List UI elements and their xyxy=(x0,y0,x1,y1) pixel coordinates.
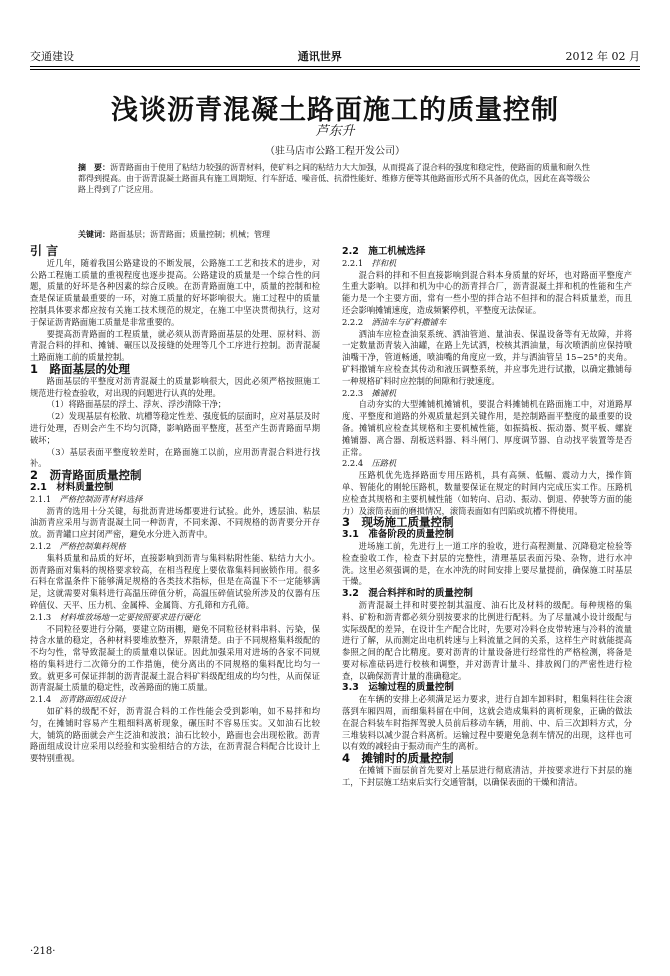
subsubsection-title: 洒油车与矿料撒铺车 xyxy=(371,316,447,327)
paragraph: 在摊铺下面层前首先要对上基层进行彻底清洁，并按要求进行下封层的施工，下封层施工结束后实行交通管制，以确保表面的干燥和清洁。 xyxy=(342,765,632,787)
paragraph: 混合料的拌和不但直接影响到混合料本身质量的好坏，也对路面平整度产生重大影响。以拌和机为中心的沥青拌合厂，沥青混凝土拌和机的性能和生产能力是一个主要方面，常有一些小型的拌合站不但拌和的混合料质量差，而且还会影响摊铺速度，造成频繁停机，平整度无法保证。 xyxy=(342,269,632,315)
paragraph: 自动夯实的大型摊铺机摊铺机，要混合料摊铺机在路面施工中，对道路厚度、平整度和道路的外观质量起到关键作用，是控制路面平整度的最重要的设备。摊铺机应检查其规格和主要机械性能，如振捣板、振动器、熨平板、螺旋摊铺器、离合器、刮板送料器、料斗闸门、厚度调节器、自动找平装置等是否正常。 xyxy=(342,399,632,457)
section-heading: 3 现场施工质量控制 xyxy=(342,515,454,530)
subsubsection-heading xyxy=(30,612,320,624)
paragraph: 近几年，随着我国公路建设的不断发展，公路施工工艺和技术的进步，对公路工程施工质量的重视程度也逐步提高。公路建设的质量是一个综合性的问题，质量的好坏是各种因素的综合反映。在沥青路面施工中，质量的控制和检查是保证质量最重要的一环，对施工质量的好坏影响很大。施工过程中的质量控制具体要求都应按有关施工技术规范的规定，在施工中坚决贯彻执行，这对于保证沥青路面施工质量是非常重要的。 xyxy=(30,257,320,327)
keywords-text: 路面基层；沥青路面；质量控制；机械；管理 xyxy=(110,230,270,239)
subsubsection-heading xyxy=(30,541,320,553)
header-rule-thin xyxy=(30,69,640,70)
subsubsection-title: 沥青路面组成设计 xyxy=(59,694,126,705)
section-heading: 1 路面基层的处理 xyxy=(30,361,131,376)
header-rule xyxy=(30,66,640,67)
paragraph: 路面基层的平整度对沥青混凝土的质量影响很大，因此必须严格按照施工规范进行检查验收，对出现的问题进行认真的处理。 xyxy=(30,375,320,398)
subsubsection-number: 2.1.1 xyxy=(30,493,52,504)
left-column xyxy=(30,246,320,765)
journal-name: 通讯世界 xyxy=(297,50,342,63)
paragraph: （1）将路面基层的浮土、浮灰、浮沙清除干净； xyxy=(46,399,227,410)
subsubsection-heading xyxy=(30,494,320,506)
abstract xyxy=(78,162,592,195)
paragraph: 压路机优先选择路面专用压路机，具有高频、低幅、震动力大，操作简单、智能化的刚轮压路机，数量要保证在规定的时间内完成压实工作。压路机应检查其规格和主要机械性能（如转向、启动、振动、倒退、停驶等方面的能力）及滚筒表面的磨损情况，滚筒表面如有凹陷或坑槽不得使用。 xyxy=(342,470,632,516)
subsubsection-title: 压路机 xyxy=(371,458,397,469)
keywords xyxy=(78,229,592,240)
abstract-label: 摘 要： xyxy=(78,162,110,172)
right-column xyxy=(342,246,632,789)
subsubsection-number: 2.1.2 xyxy=(30,540,52,551)
subsubsection-heading xyxy=(30,694,320,706)
journal-section: 交通建设 xyxy=(30,50,74,63)
article-title: 浅谈沥青混凝土路面施工的质量控制 xyxy=(111,95,559,126)
paragraph: 沥青的选用十分关键，每批沥青进场都要进行试验。此外，透层油、粘层油沥青应采用与沥青混凝土同一种沥青，不同来源、不同规格的沥青要分开存放。沥青罐口应封闭严密，避免水分进入沥青中。 xyxy=(30,505,320,540)
section-heading: 4 摊铺时的质量控制 xyxy=(342,751,454,766)
paragraph: 集料质量和品质的好坏，直接影响到沥青与集料粘附性能、粘结力大小。沥青路面对集料的规格要求较高，在相当程度上要依靠集料间嵌锁作用。很多石料在常温条件下能够满足规格的各类技术指标，但是在高温下不一定能够满足，这就需要对集料进行高温压碎值分析，高温压碎值试验所涉及的仪器有压碎值仪、天平、压力机、金属棒、金属筒、方孔筛和方孔筛。 xyxy=(30,552,320,610)
subsection-heading: 2.2 施工机械选择 xyxy=(342,246,426,257)
section-heading: 引 言 xyxy=(30,244,59,258)
subsubsection-title: 拌和机 xyxy=(371,257,397,268)
subsubsection-number: 2.2.4 xyxy=(342,458,364,469)
subsubsection-number: 2.2.1 xyxy=(342,257,364,268)
paragraph: （2）发现基层有松散、坑槽等稳定性差、强度低的层面时，应对基层及时进行处理，否则会产生不均匀沉降，影响路面平整度，甚至产生沥青路面早期破坏； xyxy=(30,411,320,445)
subsubsection-heading xyxy=(342,317,632,329)
abstract-text: 沥青路面由于使用了粘结力较强的沥青材料，使矿料之间的粘结力大大加强，从而提高了混合料的强度和稳定性，使路面的质量和耐久性都得到提高。由于沥青混凝土路面具有施工周期短、行车舒适、噪音低、抗滑性能好、维修方便等其他路面形式所不具备的优点，因此在高等级公路上得到了广泛应用。 xyxy=(78,163,590,194)
subsubsection-heading xyxy=(342,388,632,400)
paragraph: 要提高沥青路面的工程质量，就必须从沥青路面基层的处理、原材料、沥青混合料的拌和、摊铺、碾压以及接缝的处理等几个工序进行控制。沥青混凝土路面施工前的质量控制。 xyxy=(30,328,320,363)
subsubsection-title: 严格控制集料规格 xyxy=(59,540,126,551)
subsubsection-number: 2.1.4 xyxy=(30,694,52,705)
running-header xyxy=(30,48,640,64)
paragraph: 沥青混凝土拌和时要控制其温度、油石比及材料的级配。每种规格的集料、矿粉和沥青都必须分别按要求的比例进行配料。为了尽量减小设计级配与实际级配的差异，在设计生产配合比时，先要对冷料仓皮带转速与冷料的流量进行了解，从而测定出电机转速与上料流量之间的关系，这样生产时就能提高参照之间的配合比精度。要对沥青的计量设备进行经常性的严格检测，将备是要对标准砝码进行校核和调整，并对沥青计量斗、排放阀门的严密性进行检查，以确保沥青计量的准确稳定。 xyxy=(342,599,632,681)
subsubsection-heading xyxy=(342,258,632,270)
paragraph: 在车辆的安排上必须满足运力要求，进行自卸车卸料时，粗集料往往会滚落到车厢四周，而细集料留在中间，这就会造成集料的离析现象，正确的做法在混合料装车时指挥驾驶人员前后移动车辆，用前、中、后三次卸料方式，分三堆装料以减少混合料离析。运输过程中要避免急刹车情况的出现，这样也可以有效的减轻由于振动而产生的离析。 xyxy=(342,694,632,752)
paragraph: 进场施工前，先进行上一道工序的验收，进行高程测量、沉降稳定检验等检查验收工作，检查下封层的完整性，清理基层表面污染、杂物，进行水冲洗。这里必须强调的是，在水冲洗的时间安排上要尽量提前，确保施工时基层干燥。 xyxy=(342,540,632,587)
subsubsection-number: 2.2.3 xyxy=(342,387,364,398)
subsubsection-title: 严格控制沥青材料选择 xyxy=(59,493,143,504)
subsubsection-title: 摊铺机 xyxy=(371,387,397,398)
paragraph: 不同粒径要进行分隔，要建立防雨棚，避免不同粒径材料串料、污染，保持含水量的稳定，各种材料要堆放整齐，界限清楚。由于不同规格集料级配的不均匀性，常导致混凝土的质量难以保证。因此加强采用对进场的各家不同规格的集料进行二次筛分的工作措施，使分离出的不同规格的集料配比均匀一致。就更多可保证拌制的沥青混凝土混合料矿料级配组成的均匀性，从而保证沥青混凝土质量的稳定性，改善路面的施工质量。 xyxy=(30,623,320,693)
subsubsection-number: 2.2.2 xyxy=(342,316,364,327)
subsubsection-heading xyxy=(342,458,632,470)
subsection-heading: 3.1 准备阶段的质量控制 xyxy=(342,529,454,541)
author-affiliation: （驻马店市公路工程开发公司） xyxy=(265,146,405,157)
author-name: 芦东升 xyxy=(315,124,355,139)
paragraph: （3）基层表面平整度较差时，在路面施工以前，应用沥青混合料进行找补。 xyxy=(30,446,320,469)
issue-date: 2012 年 02 月 xyxy=(565,50,640,63)
section-heading: 2 沥青路面质量控制 xyxy=(30,468,142,483)
subsection-heading: 2.1 材料质量控制 xyxy=(30,481,114,493)
keywords-label: 关键词： xyxy=(78,229,110,239)
subsubsection-title: 材料堆放场地一定要按照要求进行硬化 xyxy=(59,611,201,622)
subsection-heading: 3.3 运输过程的质量控制 xyxy=(342,682,454,694)
paragraph: 如矿料的级配不好，沥青混合料的工作性能会受到影响，如不易拌和均匀，在摊铺时容易产生粗细料离析现象，碾压时不容易压实。又如油石比较大，铺筑的路面就会产生泛油和波浪；油石比较小，路面也会出现松散。沥青路面组成设计应采用以经验和实验相结合的方法，在沥青混合料配合比设计上要特别重视。 xyxy=(30,706,320,764)
paragraph: 洒油车应检查油泵系统、洒油管道、量油表、保温设备等有无故障，并将一定数量沥青装入油罐，在路上先试洒，校核其洒油量，每次喷洒前应保持喷油嘴干净，管道畅通，喷油嘴的角度应一致，并与洒油管呈 15~25°的夹角。矿料撒铺车应检查其传动和液压调整系统，并应事先进行试撒，以确定撒铺每一种规格矿料时应控制的间隙和行驶速度。 xyxy=(342,328,632,386)
subsubsection-number: 2.1.3 xyxy=(30,611,52,622)
page-number: ·218· xyxy=(30,946,56,957)
subsection-heading: 3.2 混合料拌和时的质量控制 xyxy=(342,588,473,600)
